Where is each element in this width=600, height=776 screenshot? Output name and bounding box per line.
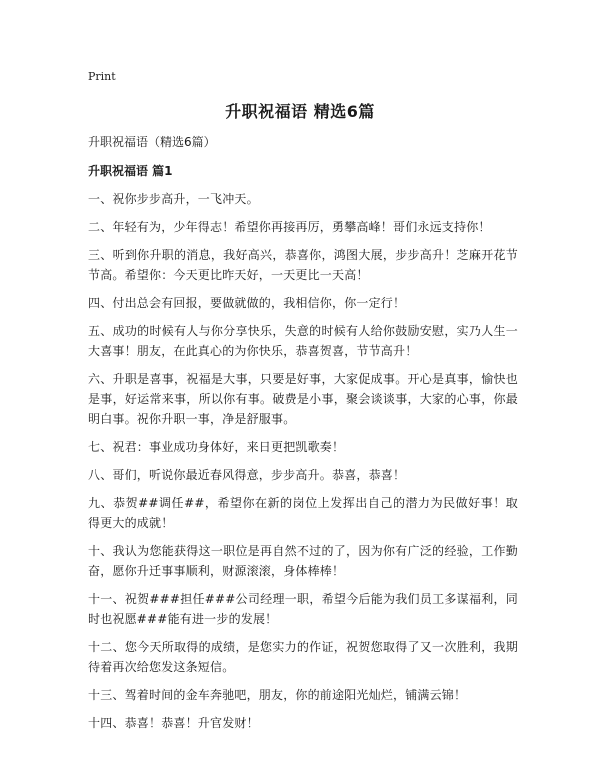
section-heading: 升职祝福语 篇1: [88, 164, 173, 178]
paragraph-13: 十三、驾着时间的金车奔驰吧，朋友，你的前途阳光灿烂，铺满云锦！: [88, 688, 467, 702]
paragraph-5: 五、成功的时候有人与你分享快乐，失意的时候有人给你鼓励安慰，实乃人生一大喜事！朋友，在此真心的为你快乐，恭喜贺喜，节节高升！: [88, 324, 518, 358]
document-title: 升职祝福语 精选6篇: [225, 102, 375, 121]
paragraph-2: 二、年轻有为，少年得志！希望你再接再厉，勇攀高峰！哥们永远支持你！: [88, 220, 491, 234]
paragraph-12: 十二、您今天所取得的成绩，是您实力的作证，祝贺您取得了又一次胜利，我期待着再次给您发这条短信。: [88, 640, 518, 674]
document-content: [88, 132, 518, 741]
paragraph-8: 八、哥们，听说你最近春风得意，步步高升。恭喜，恭喜！: [88, 468, 406, 482]
paragraph-14: 十四、恭喜！恭喜！升官发财！: [88, 716, 259, 730]
paragraph-11: 十一、祝贺###担任###公司经理一职，希望今后能为我们员工多谋福利，同时也祝愿###能有进一步的发展！: [88, 592, 518, 626]
paragraph-10: 十、我认为您能获得这一职位是再自然不过的了，因为你有广泛的经验，工作勤奋，愿你升迁事事顺利，财源滚滚，身体棒棒！: [88, 544, 518, 578]
document-subtitle: 升职祝福语（精选6篇）: [88, 135, 216, 149]
paragraph-3: 三、听到你升职的消息，我好高兴，恭喜你，鸿图大展，步步高升！芝麻开花节节高。希望你：今天更比昨天好，一天更比一天高！: [88, 248, 518, 282]
paragraph-1: 一、祝你步步高升，一飞冲天。: [88, 192, 259, 206]
paragraph-6: 六、升职是喜事，祝福是大事，只要是好事，大家促成事。开心是真事，愉快也是事，好运常来事，所以你有事。破费是小事，聚会谈谈事，大家的心事，你最明白事。祝你升职一事，净是舒服事。: [88, 372, 518, 426]
print-link[interactable]: Print: [88, 70, 116, 83]
paragraph-9: 九、恭贺##调任##，希望你在新的岗位上发挥出自己的潜力为民做好事！取得更大的成就！: [88, 496, 518, 530]
paragraph-7: 七、祝君：事业成功身体好，来日更把凯歌奏！: [88, 440, 345, 454]
paragraph-4: 四、付出总会有回报，要做就做的，我相信你，你一定行！: [88, 296, 406, 310]
